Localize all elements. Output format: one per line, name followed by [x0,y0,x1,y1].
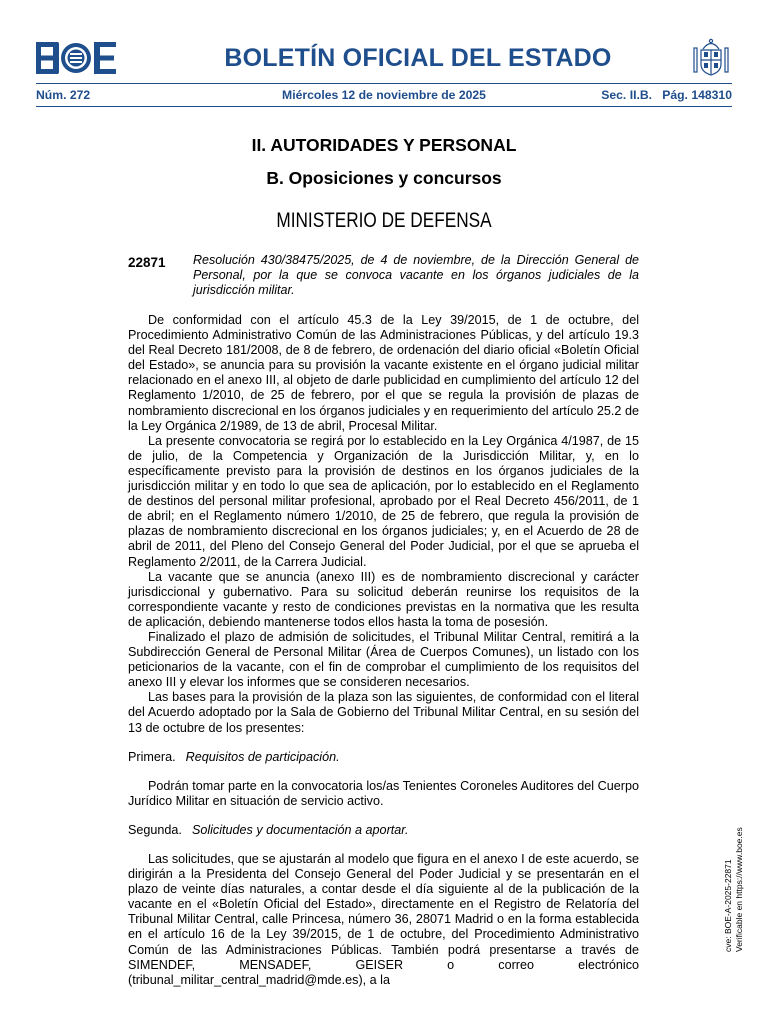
document-body [128,313,639,988]
header-rule-top [36,83,732,84]
section-page: Sec. II.B. Pág. 148310 [601,88,732,102]
newspaper-title: BOLETÍN OFICIAL DEL ESTADO [224,44,612,72]
issue-number: Núm. 272 [36,88,91,102]
base-label: Primera. [128,749,176,764]
section-title: II. AUTORIDADES Y PERSONAL [251,135,517,155]
base-title: Solicitudes y documentación a aportar. [191,822,409,837]
paragraph: De conformidad con el artículo 45.3 de la Ley 39/2015, de 1 de octubre, del Procedimiento Administrativo Común de las Administraciones Públicas, y del artículo 19.3 del Real Decreto 181/2008, de 8 de febrero, de ordenación del diario oficial «Boletín Oficial del Estado», se anuncia para su provisión la vacante existente en el órgano judicial militar relacionado en el anexo III, al objeto de darle publicidad en cumplimiento del artículo 12 del Reglamento 1/2010, de 25 de febrero, por el que se regula la provisión de plazas de nombramiento discrecional en los órganos judiciales y en requerimiento del artículo 25.2 de la Ley Orgánica 2/1989, de 13 de abril, Procesal Militar. [128,313,639,433]
page-header [36,40,732,80]
boe-logo [36,42,116,74]
paragraph: Las solicitudes, que se ajustarán al modelo que figura en el anexo I de este acuerdo, se dirigirán a la Presidenta del Consejo General del Poder Judicial y se presentarán en el plazo de veinte días naturales, a contar desde el día siguiente al de la publicación de la vacante en el «Boletín Oficial del Estado», directamente en el Registro de Relatoría del Tribunal Militar Central, calle Princesa, número 36, 28071 Madrid o en la forma establecida en el artículo 16 de la Ley 39/2015, de 1 de octubre, del Procedimiento Administrativo Común de las Administraciones Públicas. También podrá presentarse a través de SIMENDEF, MENSADEF, GEISER o correo electrónico (tribunal_militar_central_madrid@mde.es), a la [128,852,639,987]
cve-code: cve: BOE-A-2025-22871 [723,859,733,952]
header-rule-bottom [36,106,732,107]
resolution-title: Resolución 430/38475/2025, de 4 de noviembre, de la Dirección General de Personal, por la que se convoca vacante en los órganos judiciales de la jurisdicción militar. [193,253,639,297]
base-heading-primera [128,750,639,765]
verification-note [723,812,745,952]
issue-date: Miércoles 12 de noviembre de 2025 [282,88,486,102]
paragraph: La presente convocatoria se regirá por lo establecido en la Ley Orgánica 4/1987, de 15 de julio, de la Competencia y Organización de la Jurisdicción Militar, y, en lo específicamente previsto para la provisión de destinos en los órganos judiciales de la jurisdicción militar y en todo lo que sea de aplicación, por lo establecido en el Reglamento de destinos del personal militar profesional, aprobado por el Real Decreto 456/2011, de 1 de abril; en el Reglamento número 1/2010, de 25 de febrero, que regula la provisión de plazas de nombramiento discrecional en los órganos judiciales; y, en el Acuerdo de 28 de abril de 2011, del Pleno del Consejo General del Poder Judicial, por el que se aprueba el Reglamento 2/2011, de la Carrera Judicial. [128,433,639,569]
paragraph: La vacante que se anuncia (anexo III) es de nombramiento discrecional y carácter jurisdiccional y gubernativo. Para su solicitud deberán reunirse los requisitos de la correspondiente vacante y resto de condiciones previstas en la normativa que les resulta de aplicación, debiendo mantenerse todos ellos hasta la toma de posesión. [128,569,639,629]
section-subtitle: B. Oposiciones y concursos [266,168,502,188]
paragraph: Las bases para la provisión de la plaza son las siguientes, de conformidad con el literal del Acuerdo adoptado por la Sala de Gobierno del Tribunal Militar Central, en su sesión del 13 de octubre de los presentes: [128,690,639,735]
ministry-heading: MINISTERIO DE DEFENSA [276,209,492,232]
paragraph: Podrán tomar parte en la convocatoria los/as Tenientes Coroneles Auditores del Cuerpo Jurídico Militar en situación de servicio activo. [128,778,639,808]
verify-url: Verificable en https://www.boe.es [734,827,744,952]
base-heading-segunda [128,823,639,838]
base-label: Segunda. [128,822,182,837]
paragraph: Finalizado el plazo de admisión de solicitudes, el Tribunal Militar Central, remitirá a la Subdirección General de Personal Militar (Área de Cuerpos Comunes), un listado con los peticionarios de la vacante, con el fin de comprobar el cumplimiento de los requisitos del anexo III y elevar los informes que se consideren necesarios. [128,629,639,690]
base-title: Requisitos de participación. [185,749,340,764]
resolution-number: 22871 [128,255,166,270]
coat-of-arms-icon [690,38,732,78]
